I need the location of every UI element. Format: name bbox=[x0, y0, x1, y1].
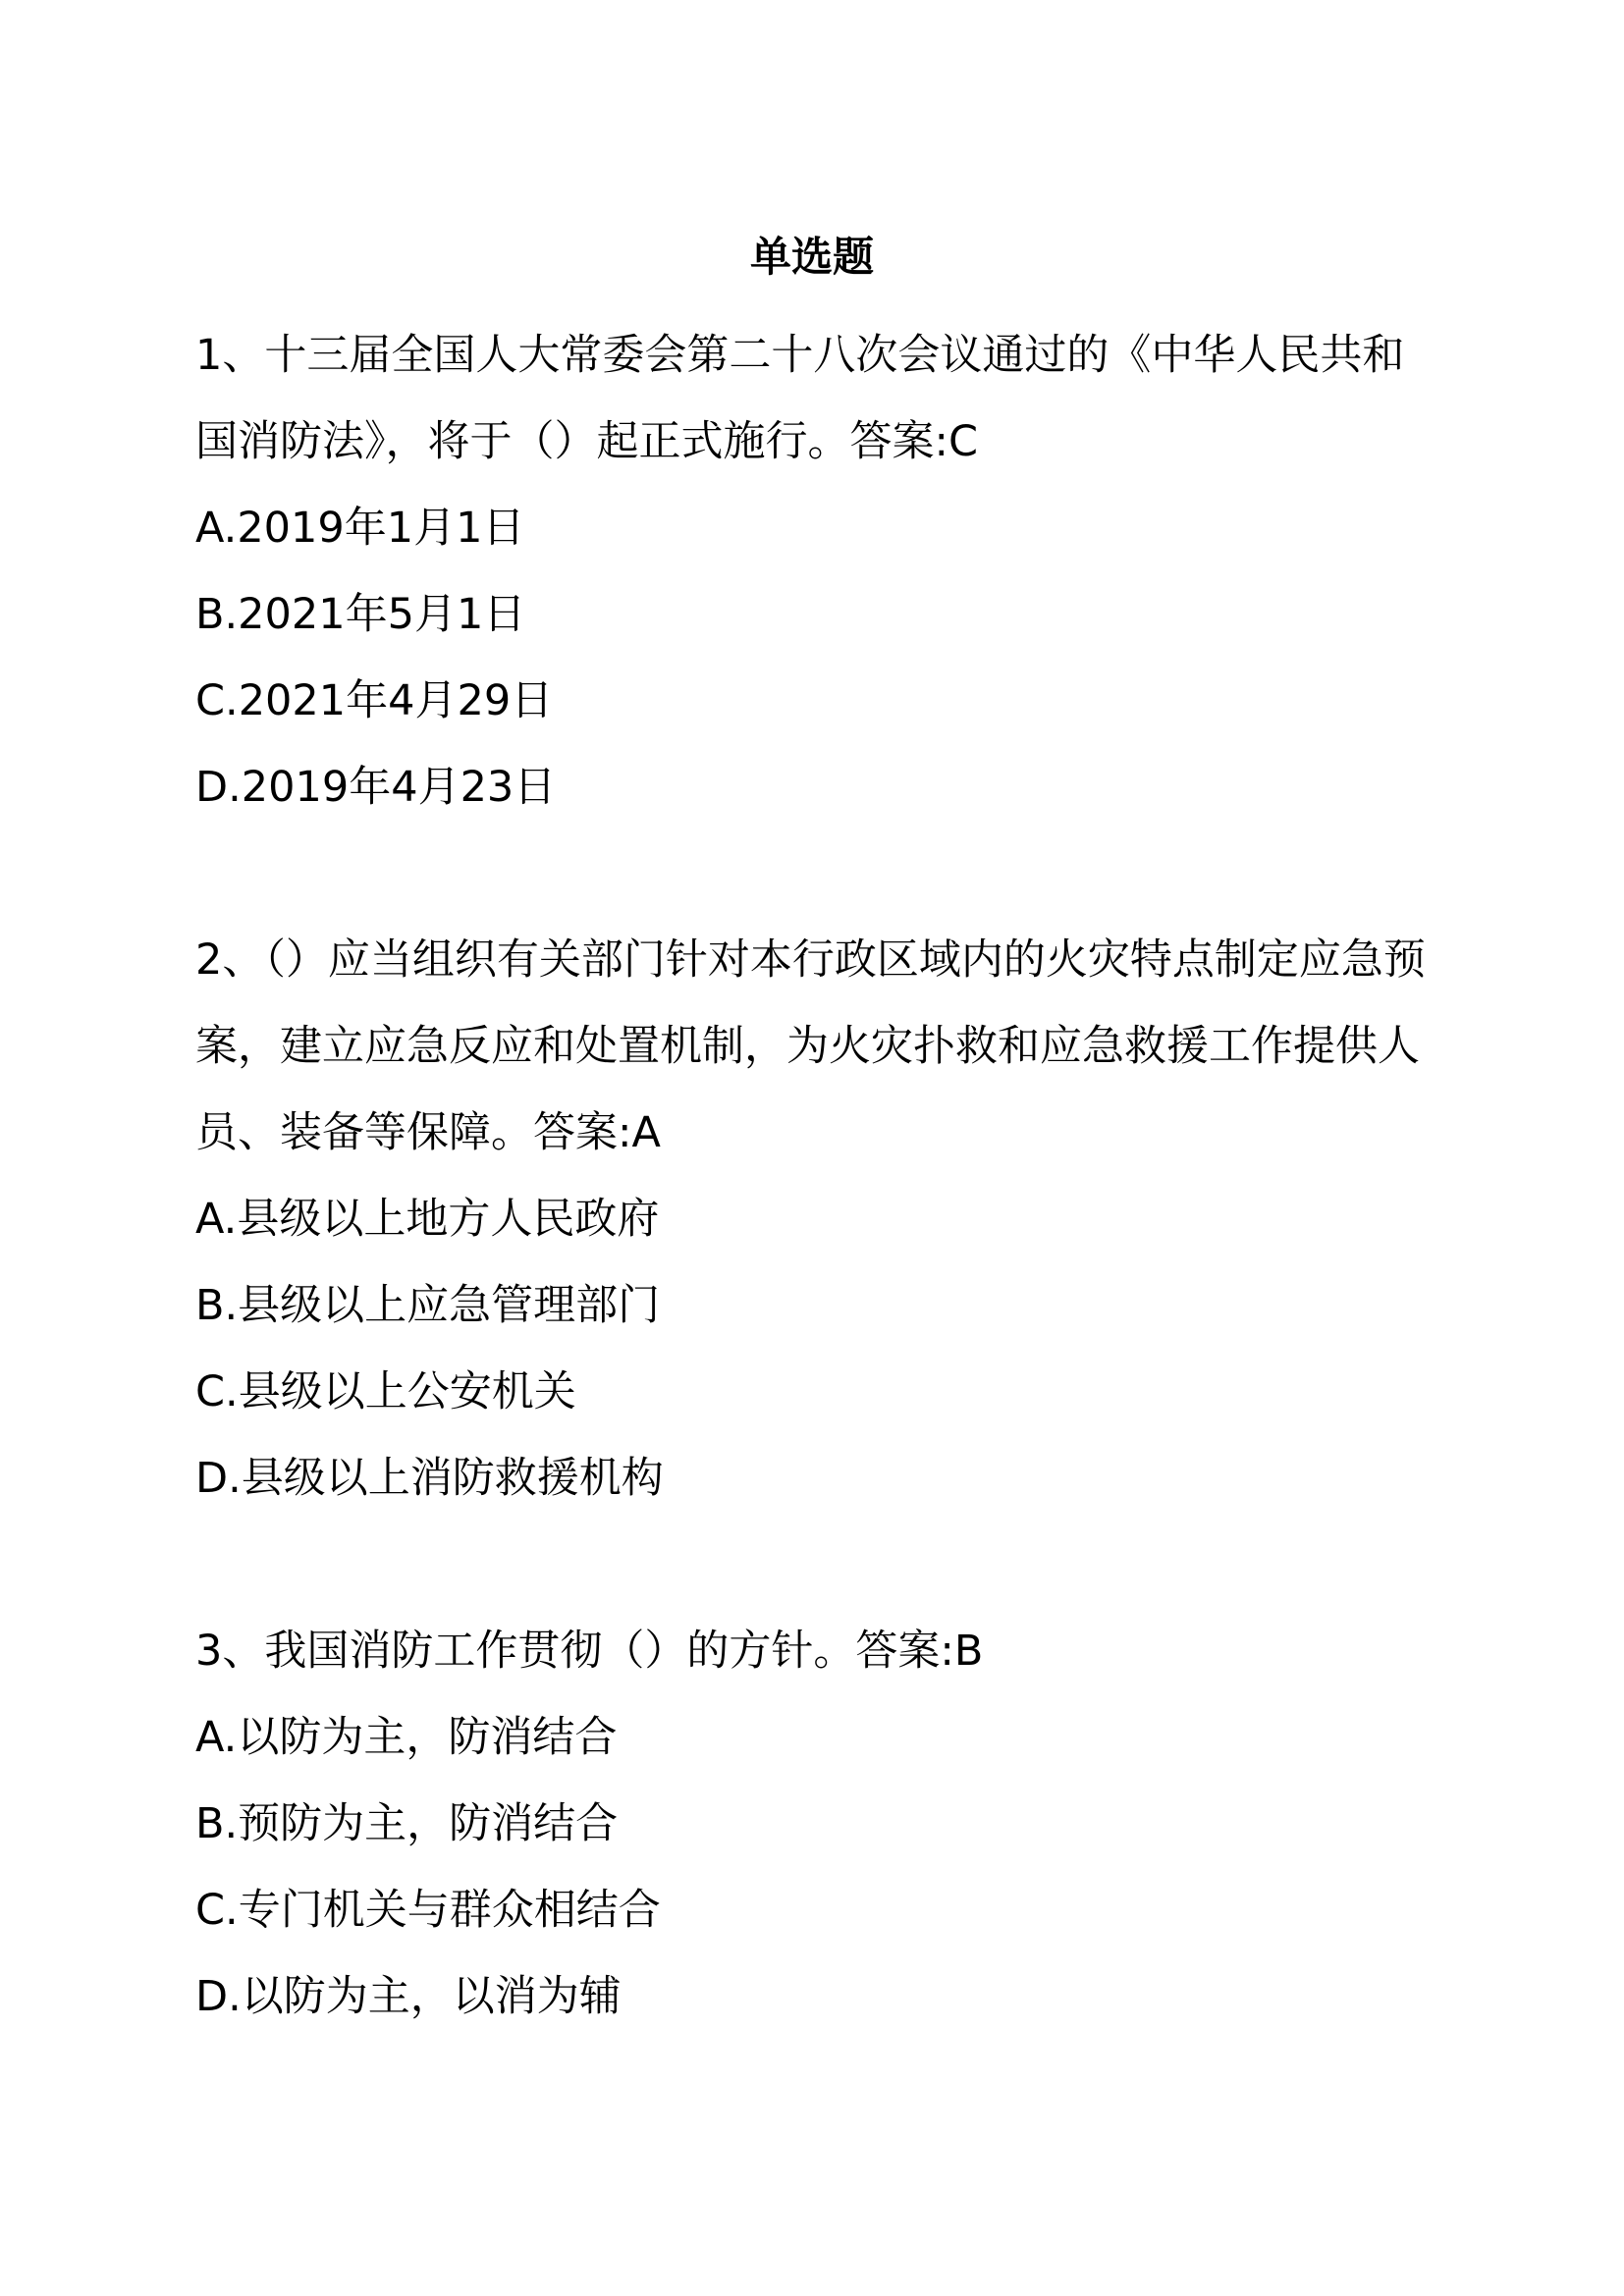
option-d: D.县级以上消防救援机构 bbox=[195, 1454, 664, 1503]
option-b: B.预防为主，防消结合 bbox=[195, 1799, 619, 1848]
page-title: 单选题 bbox=[749, 233, 874, 281]
option-b: B.县级以上应急管理部门 bbox=[195, 1281, 661, 1330]
question-text: 1、十三届全国人大常委会第二十八次会议通过的《中华人民共和国消防法》，将于（）起正式施行。答案:C bbox=[195, 331, 1405, 466]
option-a: A.以防为主，防消结合 bbox=[195, 1713, 618, 1762]
option-a: A.县级以上地方人民政府 bbox=[195, 1195, 660, 1244]
question-1 bbox=[195, 312, 1433, 830]
question-text: 3、我国消防工作贯彻（）的方针。答案:B bbox=[195, 1627, 984, 1676]
option-c: C.2021年4月29日 bbox=[195, 676, 554, 725]
question-3 bbox=[195, 1608, 1433, 2040]
question-list bbox=[195, 312, 1433, 2040]
option-b: B.2021年5月1日 bbox=[195, 590, 526, 639]
question-2 bbox=[195, 917, 1433, 1522]
option-d: D.以防为主，以消为辅 bbox=[195, 1972, 622, 2021]
option-c: C.专门机关与群众相结合 bbox=[195, 1886, 661, 1935]
option-a: A.2019年1月1日 bbox=[195, 504, 525, 553]
question-text: 2、（）应当组织有关部门针对本行政区域内的火灾特点制定应急预案，建立应急反应和处置机制，为火灾扑救和应急救援工作提供人员、装备等保障。答案:A bbox=[195, 935, 1426, 1157]
option-c: C.县级以上公安机关 bbox=[195, 1367, 576, 1416]
option-d: D.2019年4月23日 bbox=[195, 763, 557, 812]
